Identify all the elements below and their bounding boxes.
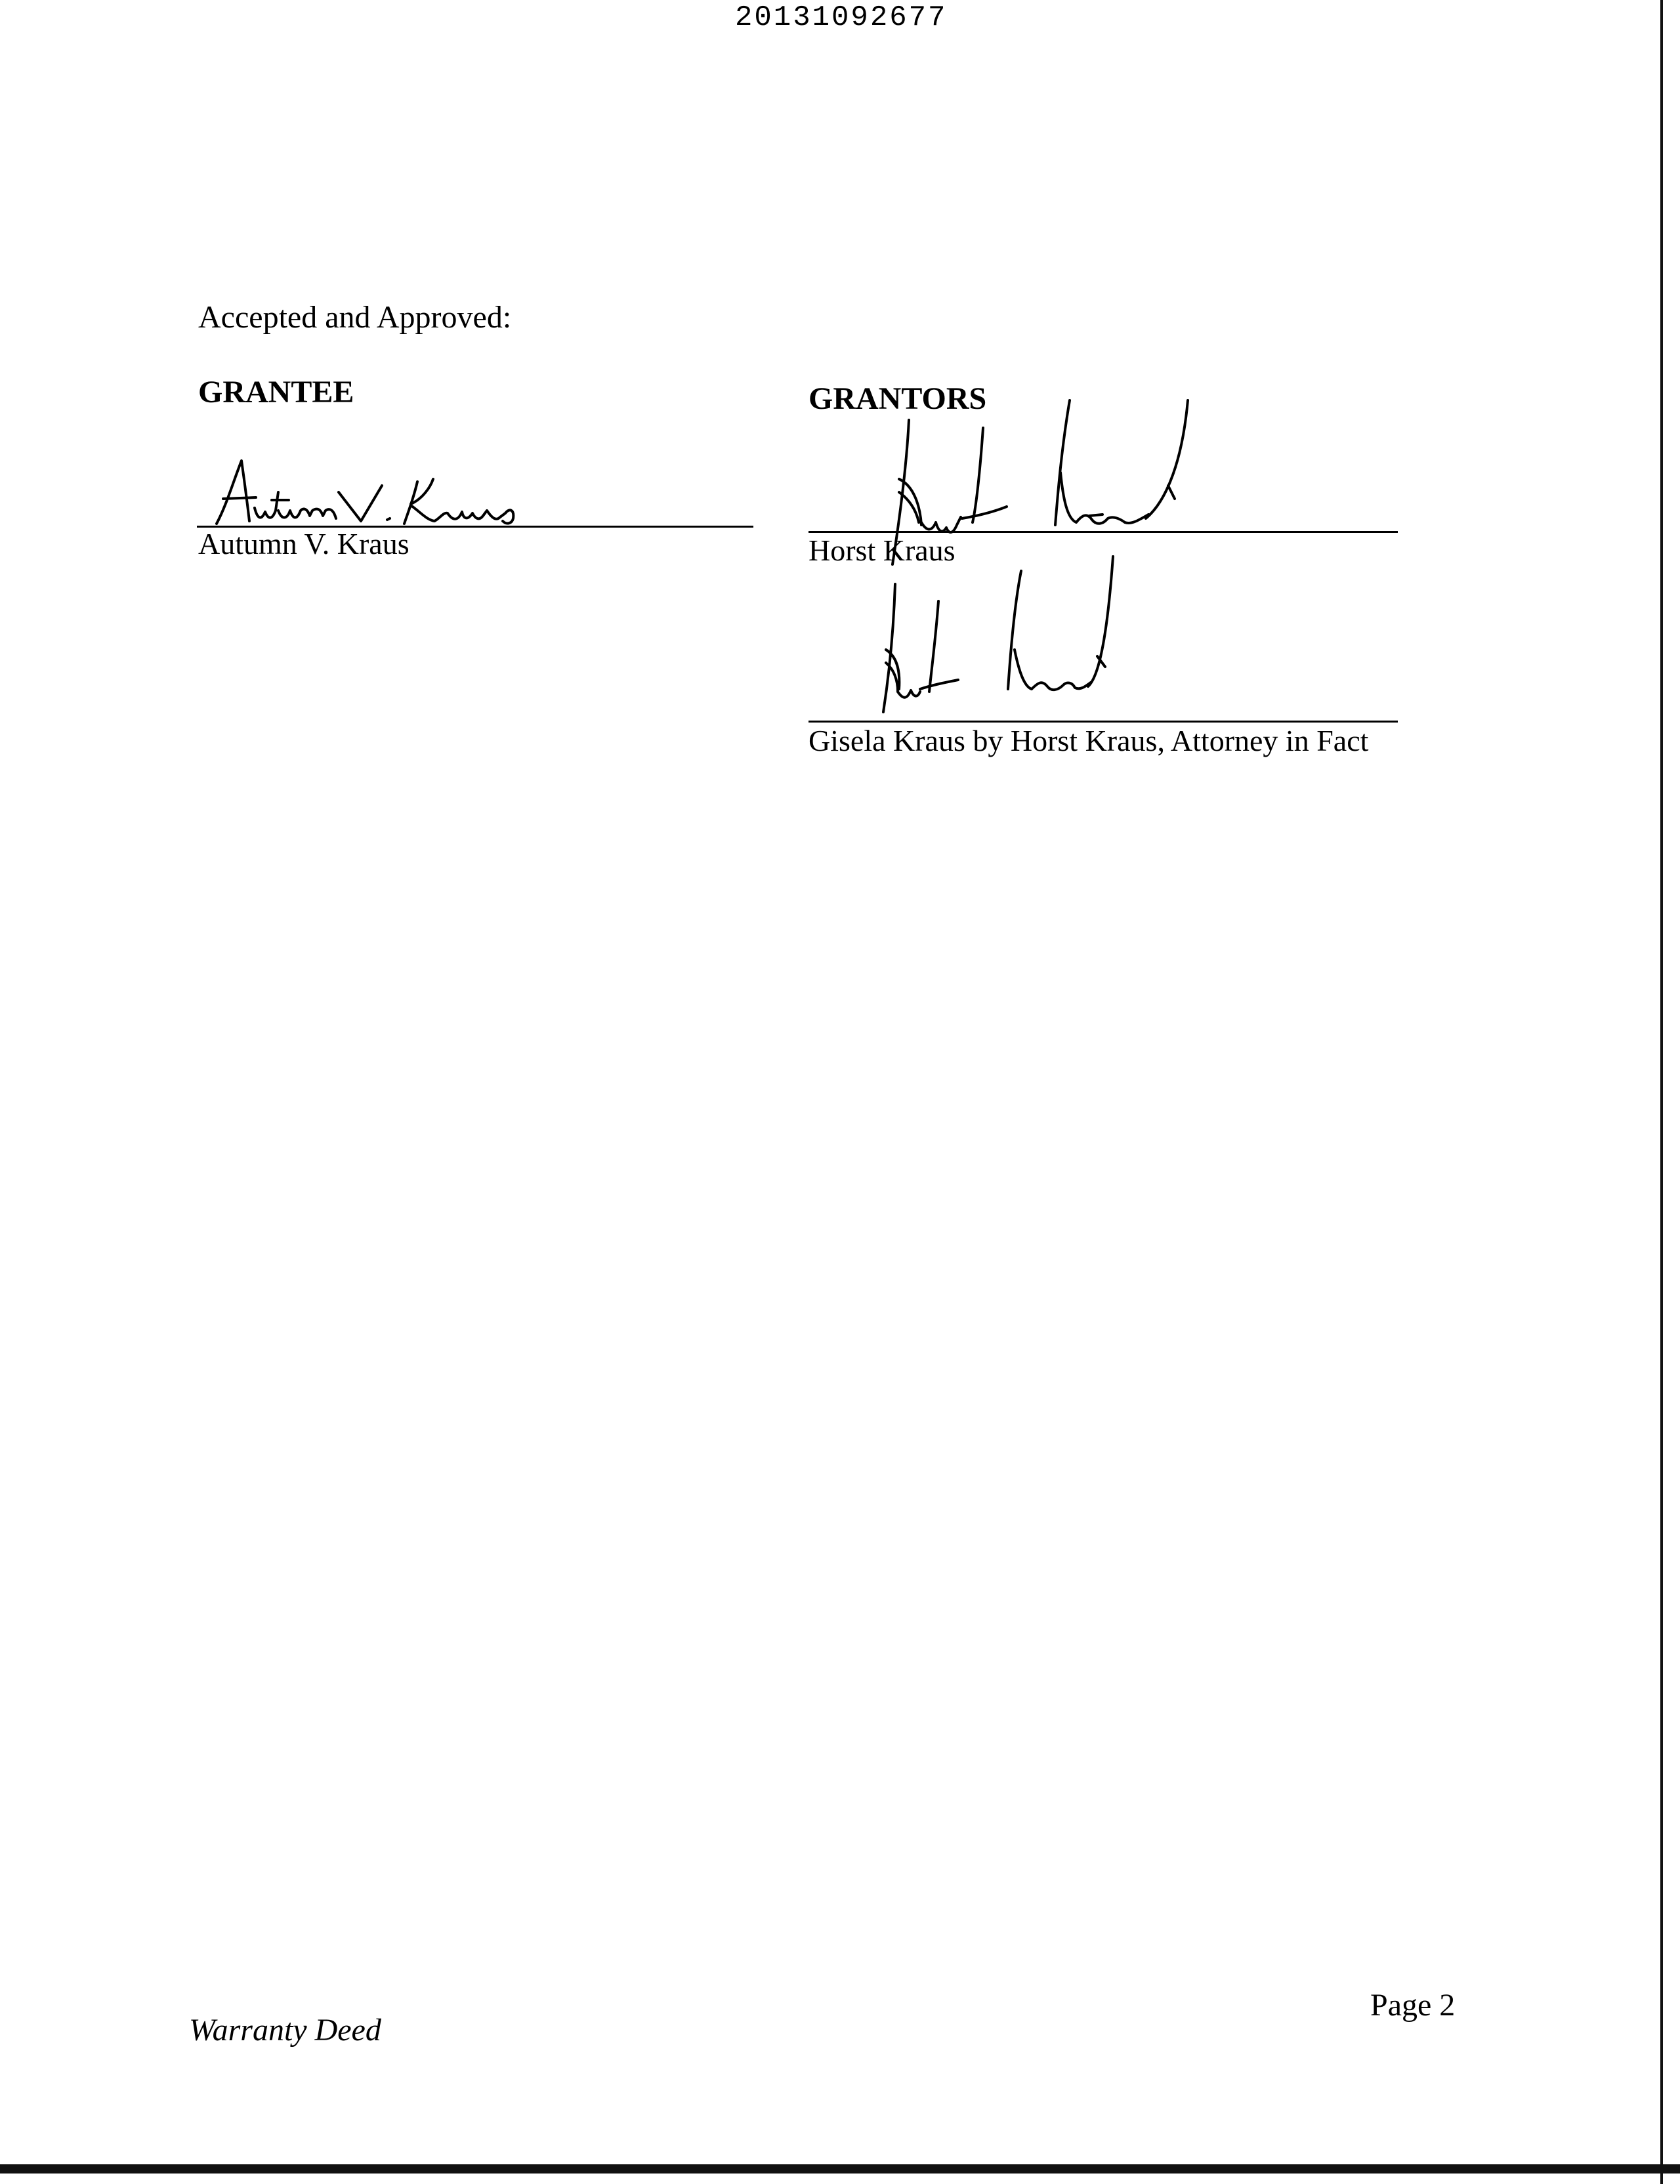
document-number: 20131092677 <box>735 1 948 34</box>
gisela-kraus-name: Gisela Kraus by Horst Kraus, Attorney in Fact <box>808 724 1369 757</box>
page-border-bottom <box>0 2164 1680 2174</box>
grantee-signature <box>197 453 604 532</box>
gisela-kraus-signature-line <box>808 721 1398 723</box>
grantee-name: Autumn V. Kraus <box>198 527 410 560</box>
accepted-and-approved: Accepted and Approved: <box>198 300 512 335</box>
gisela-kraus-signature <box>866 551 1155 715</box>
grantee-heading: GRANTEE <box>198 375 354 410</box>
grantors-heading: GRANTORS <box>808 381 987 416</box>
page-border-right <box>1660 0 1663 2184</box>
horst-kraus-name: Horst Kraus <box>808 534 956 567</box>
page-number: Page 2 <box>1370 1988 1456 2023</box>
document-title-footer: Warranty Deed <box>189 2013 381 2048</box>
